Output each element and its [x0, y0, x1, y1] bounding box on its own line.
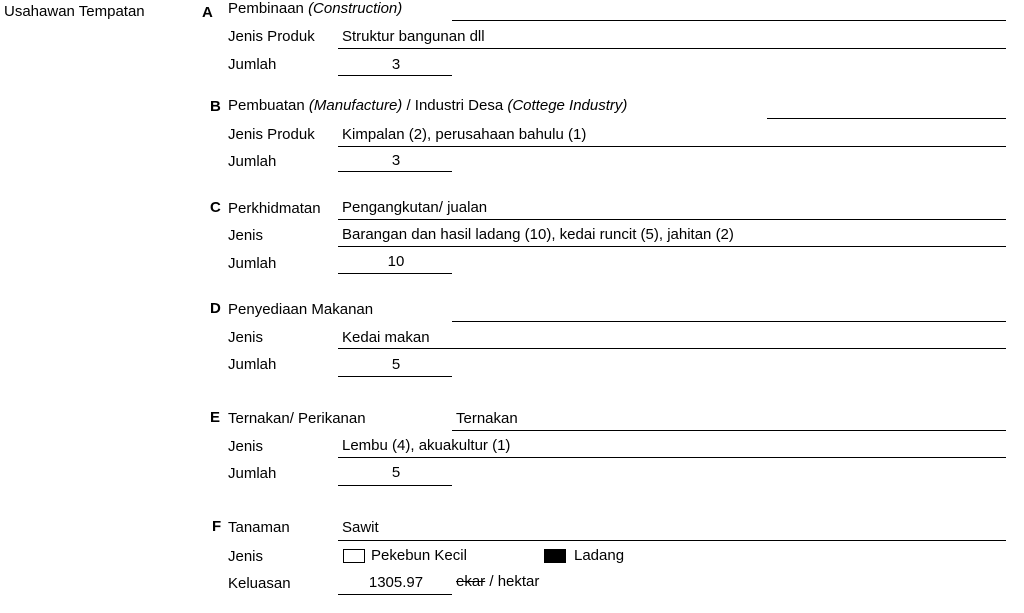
section-e-jumlah-line	[338, 485, 452, 486]
section-b-title-en1: (Manufacture)	[308, 97, 403, 114]
section-a-produk-value[interactable]: Struktur bangunan dll	[342, 28, 485, 45]
section-b-produk-label: Jenis Produk	[228, 126, 315, 143]
section-b-title-sep: /	[406, 97, 411, 114]
pekebun-kecil-label: Pekebun Kecil	[371, 547, 467, 564]
section-c-jumlah-label: Jumlah	[228, 255, 277, 272]
section-c-title: Perkhidmatan	[228, 200, 321, 217]
section-a-jumlah-line	[338, 75, 452, 76]
section-e-title-value[interactable]: Ternakan	[456, 410, 518, 427]
section-b-letter: B	[210, 98, 221, 115]
section-a-title-ms: Pembinaan	[228, 0, 304, 17]
section-c-jenis-line	[338, 246, 1006, 247]
unit-hektar: / hektar	[489, 573, 540, 590]
section-c-title-value[interactable]: Pengangkutan/ jualan	[342, 199, 488, 216]
section-a-title	[228, 0, 402, 18]
section-e-jumlah-label: Jumlah	[228, 465, 277, 482]
section-e-jenis-line	[338, 457, 1006, 458]
section-f-title-value[interactable]: Sawit	[342, 519, 379, 536]
section-f-title-line	[338, 540, 1006, 541]
section-f-keluasan-line	[338, 594, 452, 595]
ladang-label: Ladang	[574, 547, 625, 564]
section-a-jumlah-value[interactable]: 3	[391, 56, 401, 73]
form-heading: Usahawan Tempatan	[4, 3, 145, 20]
section-a-jumlah-label: Jumlah	[228, 56, 277, 73]
section-a-title-line	[452, 20, 1006, 21]
section-c-jenis-value[interactable]: Barangan dan hasil ladang (10), kedai runcit (5), jahitan (2)	[342, 226, 734, 243]
section-b-jumlah-value[interactable]: 3	[391, 152, 401, 169]
section-a-produk-line	[338, 48, 1006, 49]
section-a-letter: A	[202, 4, 213, 21]
section-d-jenis-value[interactable]: Kedai makan	[342, 329, 430, 346]
section-f-title: Tanaman	[228, 519, 290, 536]
section-b-title	[228, 97, 627, 115]
section-e-title: Ternakan/ Perikanan	[228, 410, 366, 427]
section-f-unit	[456, 573, 539, 591]
section-b-title-ms1: Pembuatan	[228, 97, 305, 114]
section-d-jenis-line	[338, 348, 1006, 349]
section-b-title-line	[767, 118, 1006, 119]
section-b-title-ms2: Industri Desa	[414, 97, 504, 114]
section-e-jenis-label: Jenis	[228, 438, 264, 455]
section-a-produk-label: Jenis Produk	[228, 28, 315, 45]
section-b-title-en2: (Cottege Industry)	[507, 97, 628, 114]
section-d-letter: D	[210, 300, 221, 317]
section-f-keluasan-label: Keluasan	[228, 575, 291, 592]
section-f-jenis-label: Jenis	[228, 548, 264, 565]
section-a-title-en: (Construction)	[308, 0, 403, 17]
section-d-title: Penyediaan Makanan	[228, 301, 374, 318]
section-c-letter: C	[210, 199, 221, 216]
section-d-title-line	[452, 321, 1006, 322]
section-b-produk-line	[338, 146, 1006, 147]
section-d-jumlah-line	[338, 376, 452, 377]
section-e-letter: E	[210, 409, 221, 426]
section-c-title-line	[338, 219, 1006, 220]
section-d-jumlah-label: Jumlah	[228, 356, 277, 373]
section-c-jumlah-value[interactable]: 10	[387, 253, 405, 270]
section-c-jumlah-line	[338, 273, 452, 274]
section-b-produk-value[interactable]: Kimpalan (2), perusahaan bahulu (1)	[342, 126, 587, 143]
ladang-checkbox[interactable]	[544, 549, 566, 563]
unit-ekar-struck: ekar	[456, 573, 486, 590]
section-e-title-line	[452, 430, 1006, 431]
section-f-letter: F	[212, 518, 222, 535]
section-e-jumlah-value[interactable]: 5	[391, 464, 401, 481]
section-d-jenis-label: Jenis	[228, 329, 264, 346]
section-e-jenis-value[interactable]: Lembu (4), akuakultur (1)	[342, 437, 511, 454]
section-b-jumlah-line	[338, 171, 452, 172]
section-b-jumlah-label: Jumlah	[228, 153, 277, 170]
section-d-jumlah-value[interactable]: 5	[391, 356, 401, 373]
section-c-jenis-label: Jenis	[228, 227, 264, 244]
pekebun-kecil-checkbox[interactable]	[343, 549, 365, 563]
section-f-keluasan-value[interactable]: 1305.97	[368, 574, 424, 591]
